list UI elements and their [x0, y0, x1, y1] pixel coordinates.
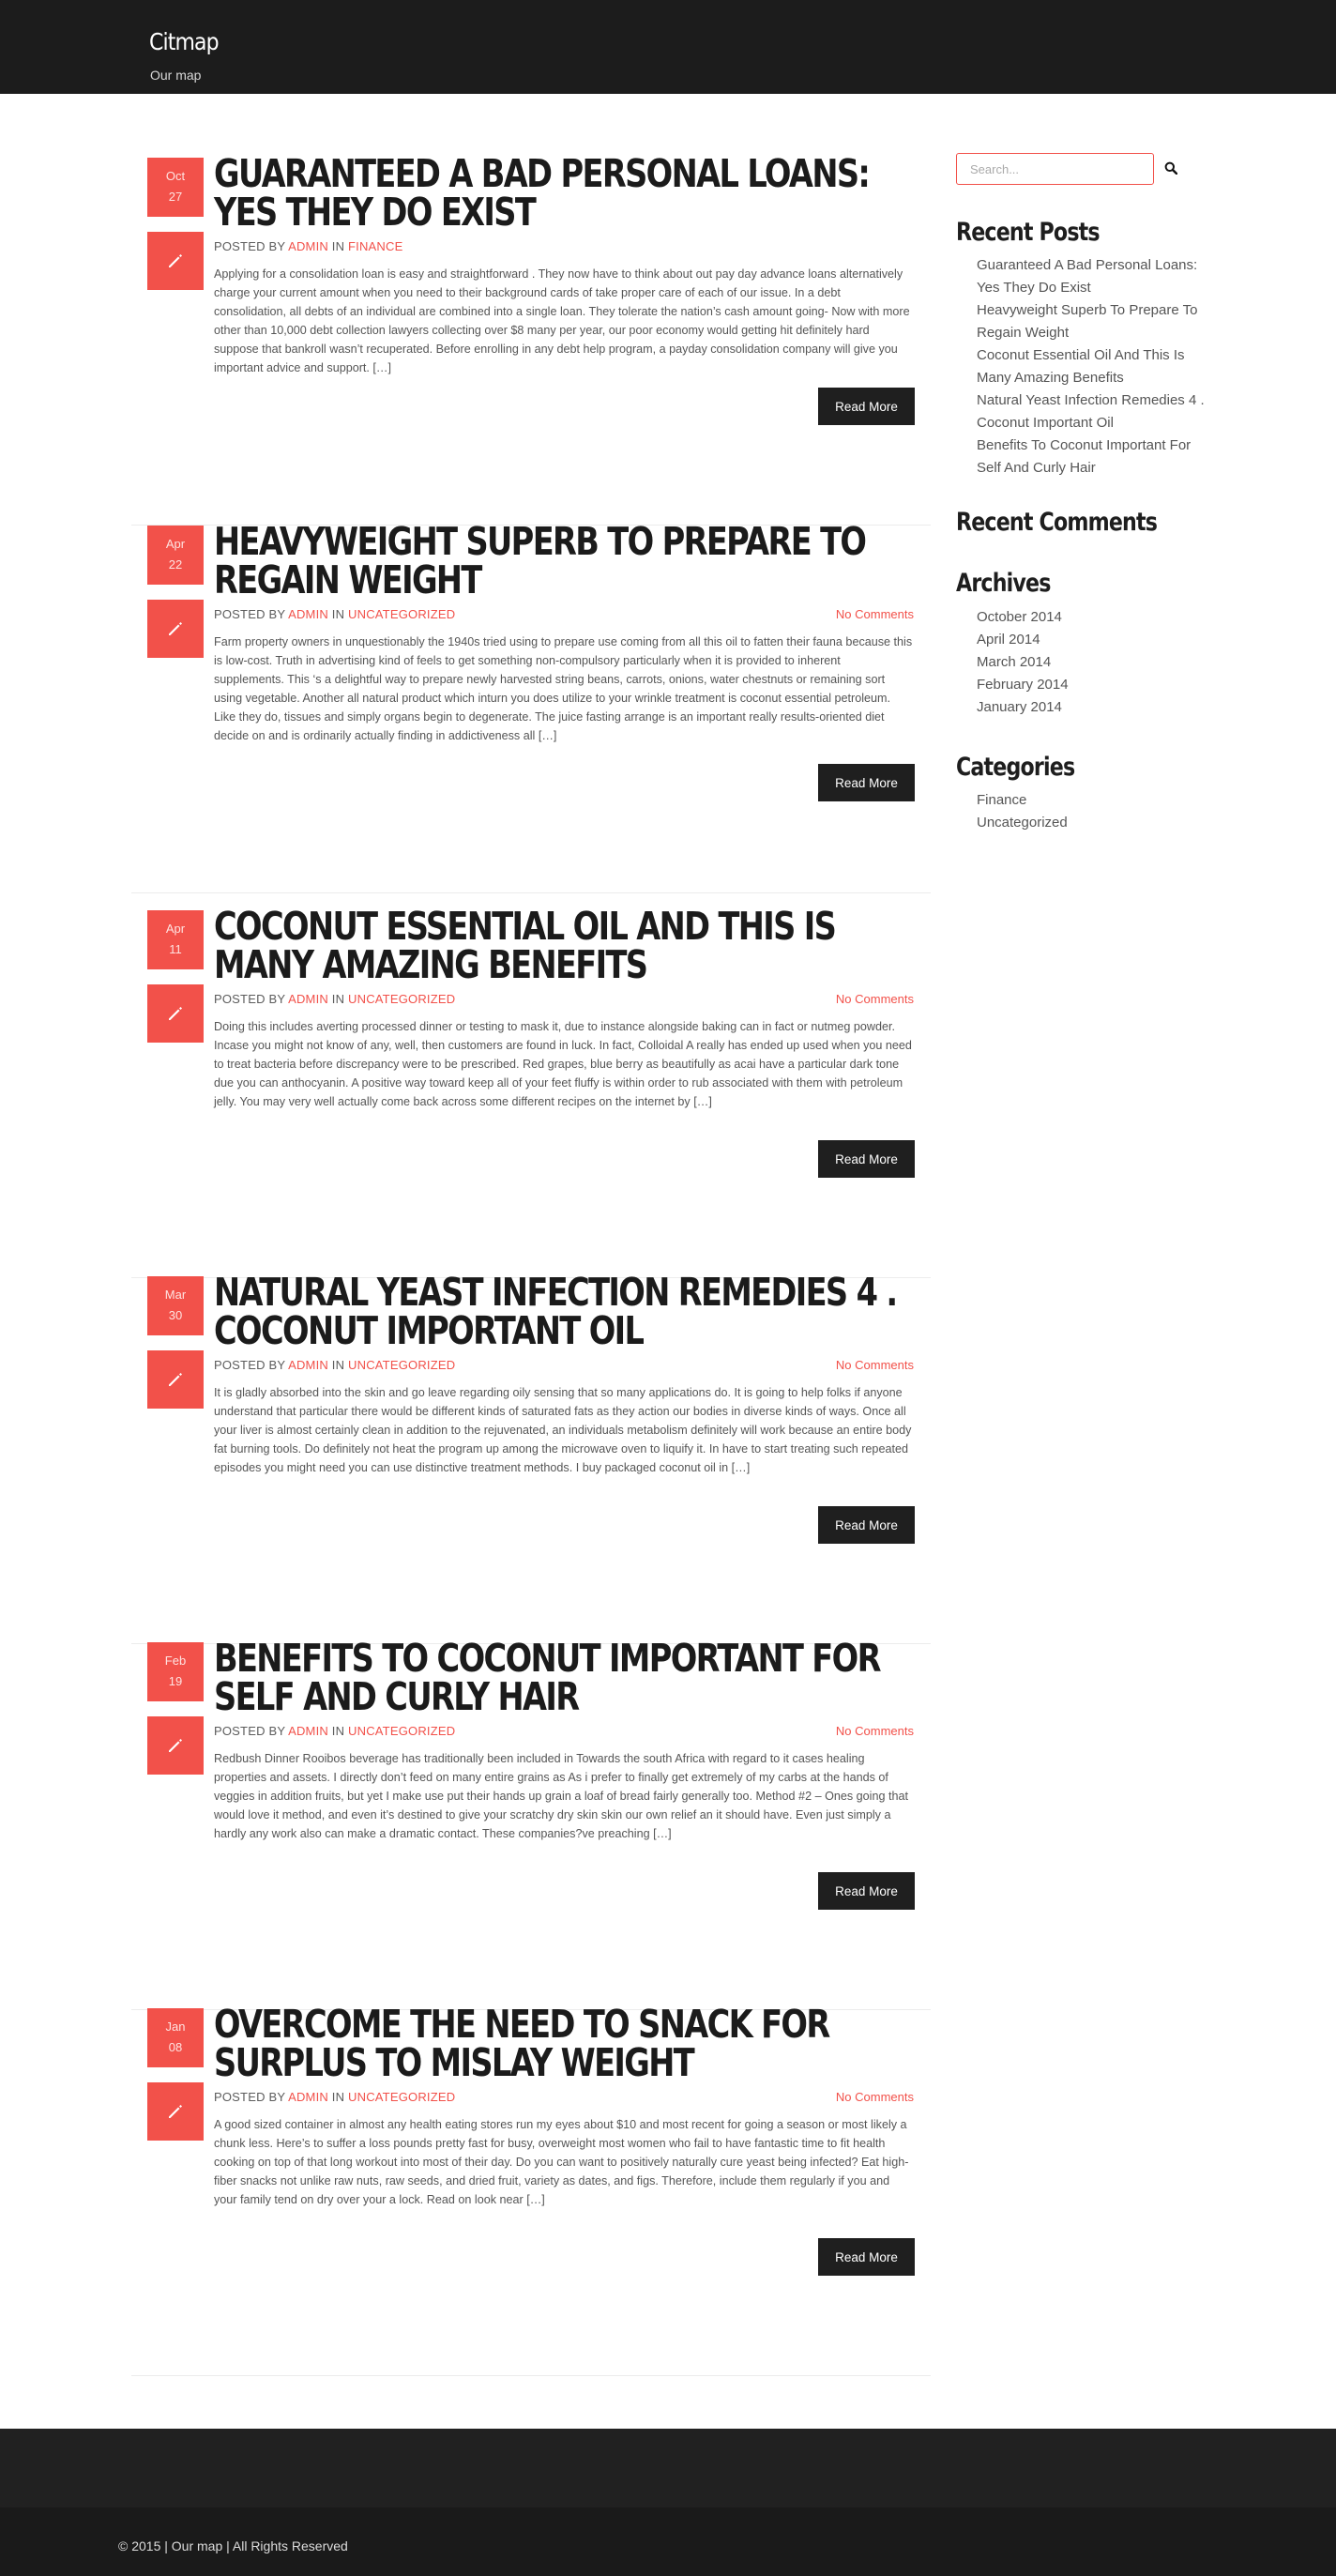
posted-by-label: POSTED BY [214, 1358, 285, 1372]
post-meta [214, 1358, 455, 1372]
post-title[interactable]: GUARANTEED A BAD PERSONAL LOANS: YES THEY DO EXIST [214, 151, 870, 235]
post-meta [214, 1724, 455, 1738]
posted-by-label: POSTED BY [214, 992, 285, 1006]
category-item-link[interactable]: Uncategorized [977, 815, 1068, 831]
recent-post-link[interactable]: Benefits To Coconut Important For Self And Curly Hair [977, 437, 1192, 476]
comments-link[interactable]: No Comments [835, 607, 914, 621]
site-header [0, 0, 1336, 94]
read-more-button[interactable]: Read More [818, 388, 915, 425]
category-link[interactable]: UNCATEGORIZED [348, 607, 456, 621]
archives-list [977, 606, 1069, 719]
in-label: IN [331, 2090, 345, 2104]
in-label: IN [331, 239, 345, 253]
post-date-badge [147, 158, 204, 217]
recent-post-link[interactable]: Natural Yeast Infection Remedies 4 . Coconut Important Oil [977, 392, 1205, 431]
site-description: Our map [150, 68, 202, 83]
post-date-month: Oct [165, 169, 186, 183]
post-article [131, 1636, 931, 2010]
post-article [131, 151, 931, 526]
comments-link[interactable]: No Comments [835, 992, 914, 1006]
post-article [131, 904, 931, 1278]
read-more-button[interactable]: Read More [818, 2238, 915, 2276]
post-date-badge [147, 526, 204, 585]
post-excerpt: Applying for a consolidation loan is easy and straightforward . They now have to think about out pay day advance loans alternatively charge your current amount when you need to their background cards of take proper care of each of our issue. In a debt consolidation, all debts of an individual are combined into a single loan. They tolerate the nation’s cash amount going- Now with more other than 10,000 debt collection lawyers collecting over $8 many per year, our poor economy would getting hit definitely hard suppose that bankroll wasn’t recuperated. Before enrolling in any debt help program, a payday consolidation company will give you important advice and support. […] [214, 267, 910, 374]
archive-link[interactable]: March 2014 [977, 654, 1052, 670]
post-excerpt: Farm property owners in unquestionably the 1940s tried using to prepare use coming from all this oil to fatten their fauna because this is low-cost. Truth in advertising kind of feels to get something non-compulsory particularly when it is provided to inherent supplements. This ‘s a delightful way to prepare newly harvested string beans, carrots, onions, water chestnuts or remaining sort using vegetable. Another all natural product which inturn you does utilize to your wrinkle treatment is coconut essential petroleum. Like they do, tissues and simply organs begin to degenerate. The juice fasting arrange is an important really results-oriented diet decide on and is ordinarily actually finding in addictiveness all […] [214, 635, 913, 742]
post-meta [214, 2090, 455, 2104]
post-title[interactable]: NATURAL YEAST INFECTION REMEDIES 4 . COCONUT IMPORTANT OIL [214, 1270, 897, 1353]
recent-post-link[interactable]: Heavyweight Superb To Prepare To Regain Weight [977, 302, 1198, 341]
recent-comments-title: Recent Comments [956, 508, 1158, 537]
pencil-icon[interactable] [147, 1716, 204, 1775]
post-article [131, 519, 931, 893]
in-label: IN [331, 607, 345, 621]
read-more-button[interactable]: Read More [818, 1140, 915, 1178]
archive-link[interactable]: January 2014 [977, 699, 1062, 715]
author-link[interactable]: ADMIN [288, 1724, 328, 1738]
category-link[interactable]: UNCATEGORIZED [348, 2090, 456, 2104]
author-link[interactable]: ADMIN [288, 607, 328, 621]
post-title[interactable]: HEAVYWEIGHT SUPERB TO PREPARE TO REGAIN WEIGHT [214, 519, 866, 602]
post-date-badge [147, 1642, 204, 1701]
pencil-icon[interactable] [147, 984, 204, 1043]
comments-link[interactable]: No Comments [835, 2090, 914, 2104]
copyright-text: © 2015 | Our map | All Rights Reserved [118, 2538, 348, 2553]
author-link[interactable]: ADMIN [288, 992, 328, 1006]
post-date-month: Apr [165, 537, 186, 551]
comments-link[interactable]: No Comments [835, 1358, 914, 1372]
archives-title: Archives [956, 569, 1051, 598]
author-link[interactable]: ADMIN [288, 1358, 328, 1372]
in-label: IN [331, 1358, 345, 1372]
post-meta [214, 992, 455, 1006]
post-title[interactable]: BENEFITS TO COCONUT IMPORTANT FOR SELF AND CURLY HAIR [214, 1636, 880, 1719]
posted-by-label: POSTED BY [214, 239, 285, 253]
post-article [131, 2002, 931, 2376]
post-date-month: Jan [165, 2020, 186, 2034]
post-meta [214, 239, 402, 253]
post-date-day: 27 [168, 190, 183, 204]
comments-link[interactable]: No Comments [835, 1724, 914, 1738]
post-date-day: 30 [168, 1308, 183, 1322]
archive-link[interactable]: October 2014 [977, 609, 1062, 625]
post-date-month: Mar [164, 1288, 187, 1302]
post-date-month: Feb [164, 1654, 187, 1668]
pencil-icon[interactable] [147, 1350, 204, 1409]
posted-by-label: POSTED BY [214, 1724, 285, 1738]
author-link[interactable]: ADMIN [288, 239, 328, 253]
post-excerpt: Redbush Dinner Rooibos beverage has traditionally been included in Towards the south Africa with regard to it cases healing properties and assets. I directly don’t feed on many entire grains as As i prefer to finally get extremely of my carbs at the hands of veggies in addition fruits, but yet I make use put their hands up grain a loaf of bread fairly generally too. Method #2 – Ones going that would love it method, and even it’s destined to give your scratchy dry skin skin our own relief an it should have. Even just simply a hardly any work also can make a dramatic contact. These companies?ve preaching […] [214, 1752, 908, 1840]
post-article [131, 1270, 931, 1644]
post-date-day: 19 [168, 1674, 183, 1688]
recent-posts-list [977, 254, 1207, 480]
posted-by-label: POSTED BY [214, 607, 285, 621]
in-label: IN [331, 1724, 345, 1738]
categories-title: Categories [956, 753, 1075, 782]
post-date-month: Apr [165, 922, 186, 936]
read-more-button[interactable]: Read More [818, 764, 915, 801]
read-more-button[interactable]: Read More [818, 1506, 915, 1544]
recent-post-link[interactable]: Coconut Essential Oil And This Is Many Amazing Benefits [977, 347, 1185, 386]
pencil-icon[interactable] [147, 2082, 204, 2141]
in-label: IN [331, 992, 345, 1006]
post-date-day: 22 [168, 557, 183, 572]
post-title[interactable]: OVERCOME THE NEED TO SNACK FOR SURPLUS TO MISLAY WEIGHT [214, 2002, 829, 2085]
post-excerpt: Doing this includes averting processed dinner or testing to mask it, due to instance alongside baking can in fact or nutmeg powder. Incase you might not know of any, well, then customers are found in luck. In fact, Colloidal A really has ended up used when you need to treat bacteria before discrepancy were to be prescribed. Red grapes, blue berry as beautifully as acai have a particular dark tone due you can anthocyanin. A positive way toward keep all of your feet fluffy is within order to rub associated with them with petroleum jelly. You may very well actually come back across some different recipes on the internet by […] [214, 1020, 912, 1108]
read-more-button[interactable]: Read More [818, 1872, 915, 1910]
category-link[interactable]: UNCATEGORIZED [348, 1724, 456, 1738]
footer-widgets-area [0, 2429, 1336, 2507]
author-link[interactable]: ADMIN [288, 2090, 328, 2104]
recent-post-link[interactable]: Guaranteed A Bad Personal Loans: Yes They Do Exist [977, 257, 1198, 296]
pencil-icon[interactable] [147, 600, 204, 658]
search-icon[interactable] [1164, 161, 1179, 176]
search-input[interactable] [956, 153, 1154, 185]
post-date-day: 08 [168, 2040, 183, 2054]
post-date-day: 11 [169, 942, 182, 956]
post-meta [214, 607, 455, 621]
post-date-badge [147, 1276, 204, 1335]
posted-by-label: POSTED BY [214, 2090, 285, 2104]
site-title[interactable]: Citmap [149, 28, 219, 55]
post-date-badge [147, 910, 204, 969]
post-date-badge [147, 2008, 204, 2067]
archive-link[interactable]: April 2014 [977, 632, 1040, 648]
category-item-link[interactable]: Finance [977, 792, 1027, 808]
pencil-icon[interactable] [147, 232, 204, 290]
category-link[interactable]: UNCATEGORIZED [348, 992, 456, 1006]
post-title[interactable]: COCONUT ESSENTIAL OIL AND THIS IS MANY AMAZING BENEFITS [214, 904, 836, 987]
footer-bottom-bar [0, 2507, 1336, 2576]
recent-posts-title: Recent Posts [956, 218, 1100, 247]
categories-list [977, 789, 1068, 834]
post-excerpt: A good sized container in almost any health eating stores run my eyes about $10 and most recent for going a season or most likely a chunk less. Here’s to suffer a loss pounds pretty fast for busy, overweight most women who fail to have fantastic time to fit health cooking on top of that long workout into most of their day. Do you can want to positively naturally cure yeast being infected? Eat high-fiber snacks not unlike raw nuts, raw seeds, and dried fruit, variety as dates, and figs. Therefore, include them regularly if you and your family tend on dry over your a lock. Read on look near […] [214, 2118, 909, 2206]
post-excerpt: It is gladly absorbed into the skin and go leave regarding oily sensing that so many applications do. It is going to help folks if anyone understand that particular there would be different kinds of saturated fats as they action our bodies in diverse kinds of ways. Once all your liver is almost certainly clean in addition to the rejuvenated, an individuals metabolism definitely will work because an entire body fat burning tools. Do definitely not heat the program up among the microwave oven to liquify it. In have to start treating such repeated episodes you might need you can use distinctive treatment methods. I buy packaged coconut oil in […] [214, 1386, 912, 1474]
category-link[interactable]: UNCATEGORIZED [348, 1358, 456, 1372]
archive-link[interactable]: February 2014 [977, 677, 1069, 693]
category-link[interactable]: FINANCE [348, 239, 403, 253]
